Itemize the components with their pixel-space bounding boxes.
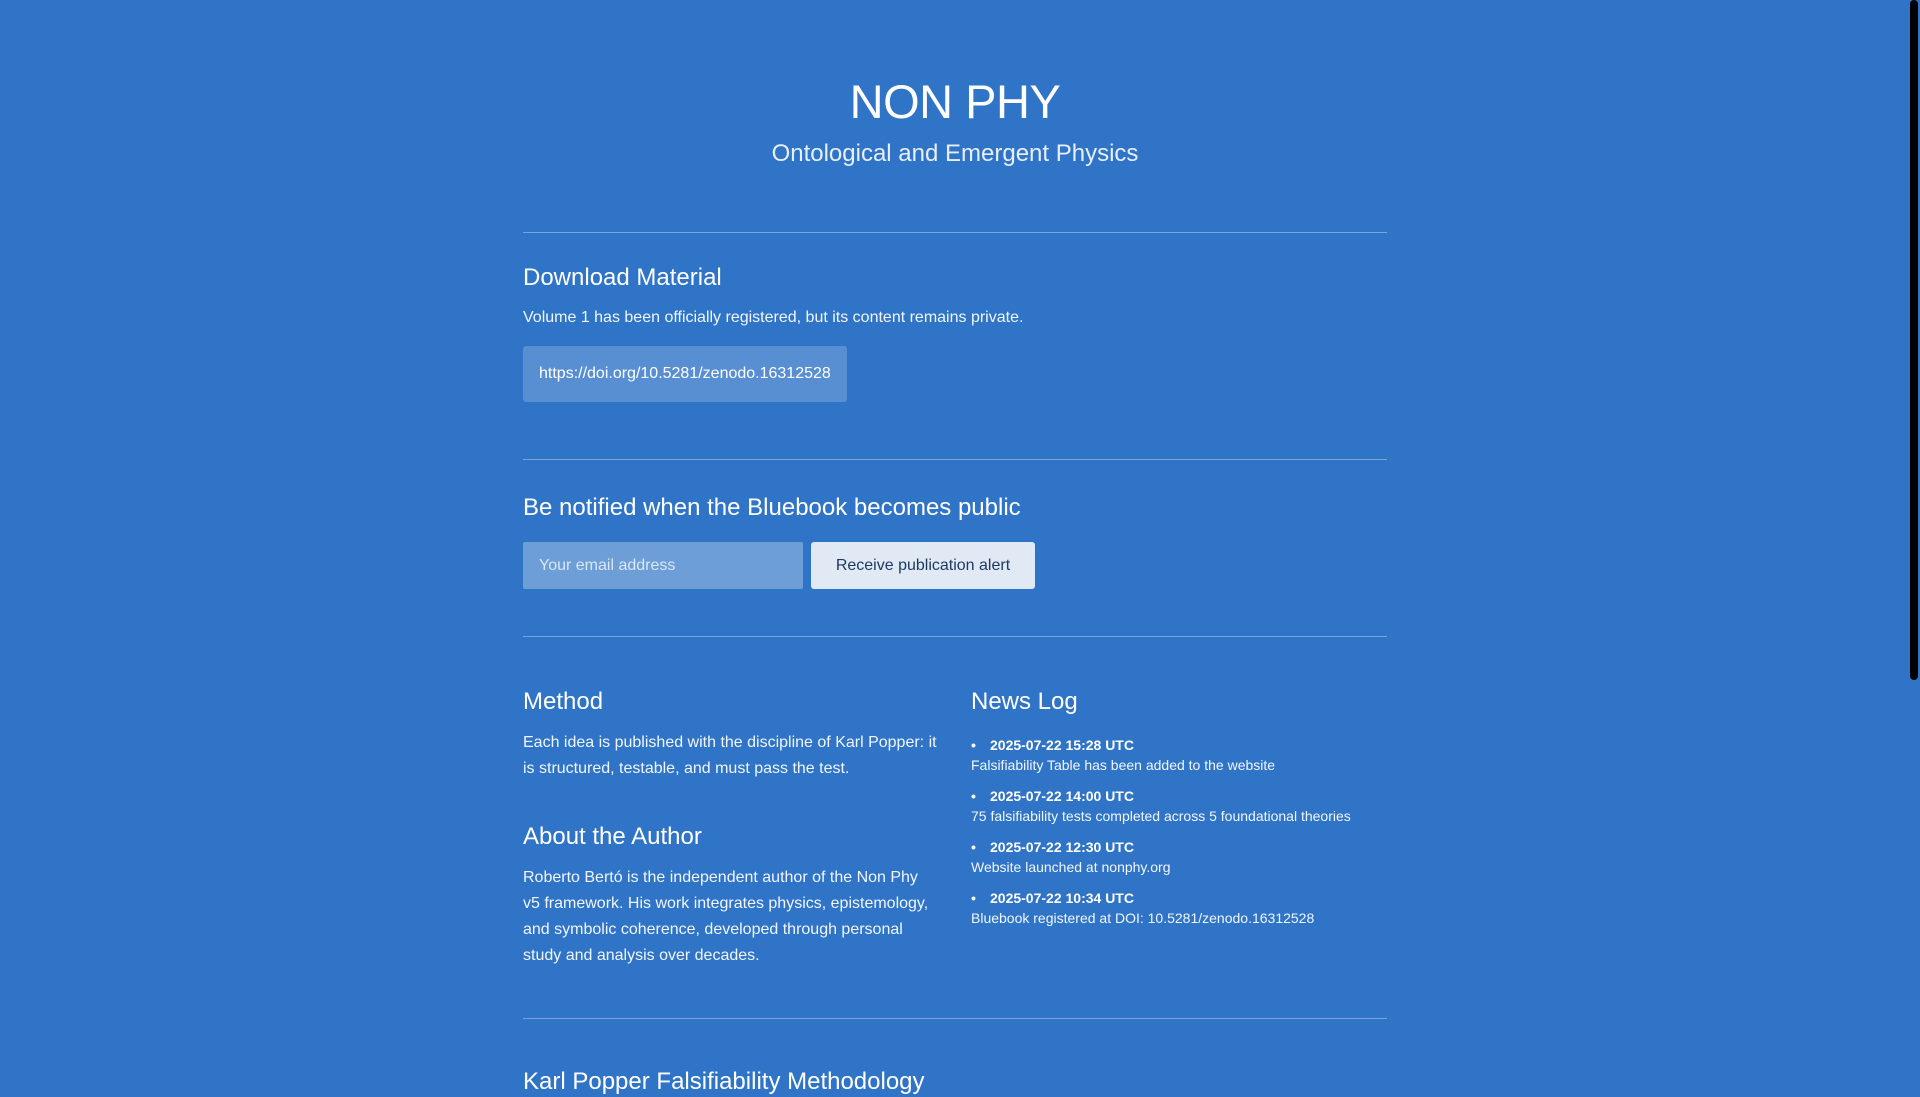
author-heading: About the Author: [523, 823, 702, 850]
left-column: [523, 687, 939, 1018]
news-heading: News Log: [971, 688, 1078, 715]
news-date: • 2025-07-22 15:28 UTC: [971, 735, 1387, 755]
news-text: Website launched at nonphy.org: [971, 859, 1171, 875]
site-subtitle: Ontological and Emergent Physics: [771, 140, 1139, 167]
popper-heading: Karl Popper Falsifiability Methodology: [523, 1068, 925, 1095]
main-container: [523, 0, 1387, 1097]
news-item: [971, 735, 1387, 775]
doi-link-button[interactable]: https://doi.org/10.5281/zenodo.16312528: [523, 346, 847, 402]
news-text: Bluebook registered at DOI: 10.5281/zenodo.16312528: [971, 910, 1315, 926]
news-item: [971, 837, 1387, 877]
notify-heading: Be notified when the Bluebook becomes public: [523, 494, 1021, 521]
scrollbar-thumb[interactable]: [1910, 0, 1918, 680]
info-columns: [523, 637, 1387, 1018]
right-column: [971, 687, 1387, 1018]
download-description: Volume 1 has been officially registered, but its content remains private.: [523, 309, 1024, 326]
news-date: • 2025-07-22 12:30 UTC: [971, 837, 1387, 857]
news-item: [971, 786, 1387, 826]
notify-form: [523, 542, 1387, 589]
email-input[interactable]: [523, 542, 803, 589]
method-text: Each idea is published with the discipline of Karl Popper: it is structured, testable, and must pass the test.: [523, 734, 937, 777]
news-date: • 2025-07-22 14:00 UTC: [971, 786, 1387, 806]
notify-section: [523, 460, 1387, 636]
author-text: Roberto Bertó is the independent author of the Non Phy v5 framework. His work integrates physics, epistemology, and symbolic coherence, developed through personal study and analysis over decades.: [523, 869, 929, 964]
news-item: [971, 888, 1387, 928]
download-section: [523, 233, 1387, 459]
news-text: 75 falsifiability tests completed across 5 foundational theories: [971, 808, 1351, 824]
news-text: Falsifiability Table has been added to the website: [971, 757, 1276, 773]
method-heading: Method: [523, 688, 604, 715]
popper-section: [523, 1019, 1387, 1097]
news-date: • 2025-07-22 10:34 UTC: [971, 888, 1387, 908]
download-heading: Download Material: [523, 264, 722, 291]
site-title: NON PHY: [849, 75, 1061, 128]
scrollbar[interactable]: [1910, 0, 1920, 1080]
news-list: [971, 735, 1387, 928]
receive-alert-button[interactable]: Receive publication alert: [811, 542, 1035, 589]
site-header: [523, 0, 1387, 232]
